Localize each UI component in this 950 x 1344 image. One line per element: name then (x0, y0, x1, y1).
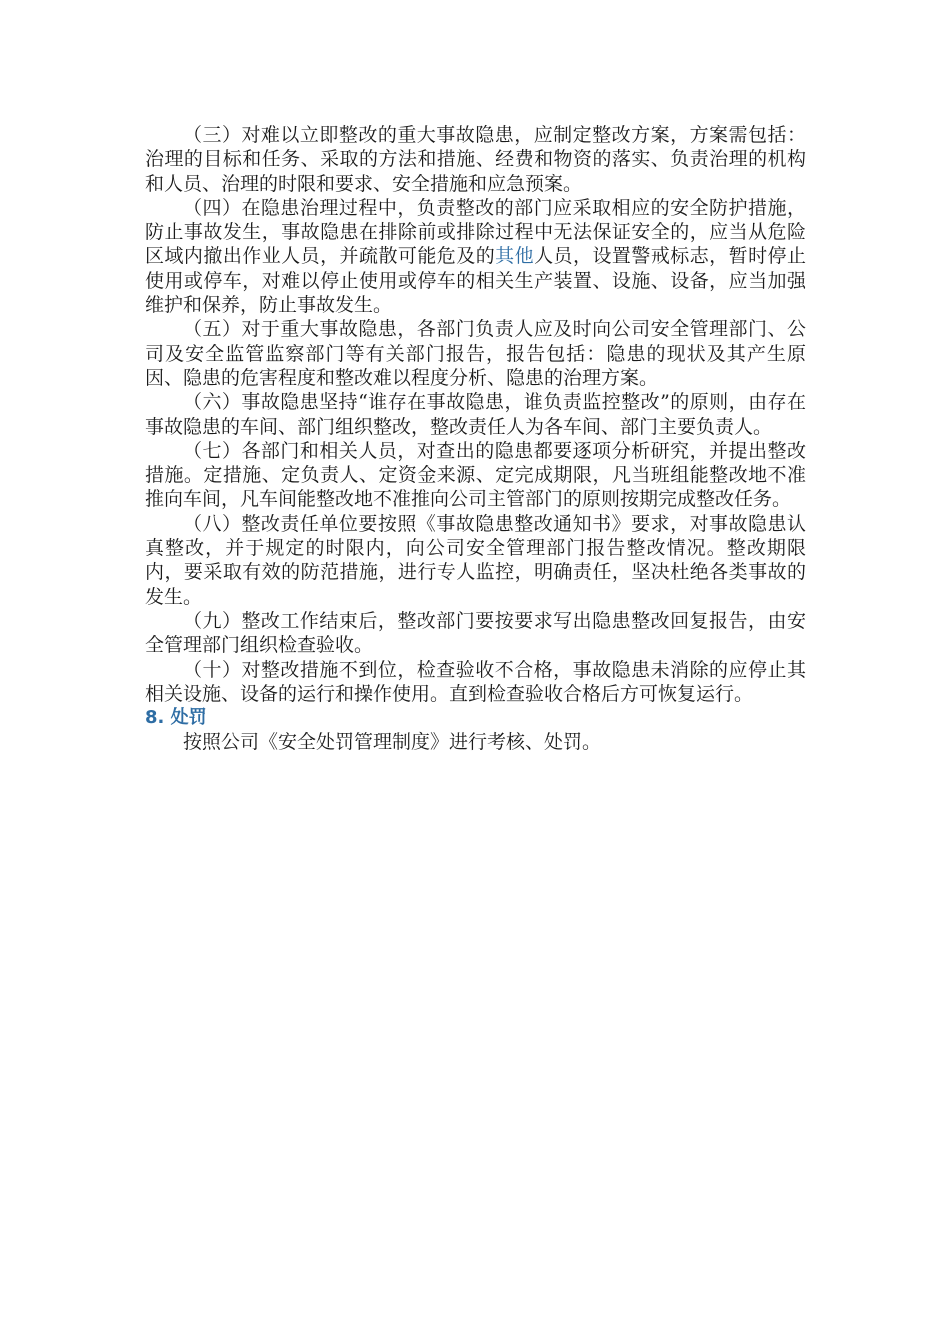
paragraph-7: （七）各部门和相关人员，对查出的隐患都要逐项分析研究，并提出整改措施。定措施、定负责人、定资金来源、定完成期限，凡当班组能整改地不准推向车间，凡车间能整改地不准推向公司主管部门的原则按期完成整改任务。 (145, 439, 806, 511)
section-8-heading: 8. 处罚 (145, 707, 207, 729)
paragraph-4-text-start: （四）在隐患治理过程中，负责整改的部门应采取相应的安全防护措施，防止事故发生，事故隐患在排除前或排除过程中无法保证安全的，应当从危险区域内撤出作业人员，并疏散可能危及的 (145, 196, 806, 268)
paragraph-5: （五）对于重大事故隐患，各部门负责人应及时向公司安全管理部门、公司及安全监管监察部门等有关部门报告，报告包括：隐患的现状及其产生原因、隐患的危害程度和整改难以程度分析、隐患的治理方案。 (145, 318, 806, 389)
paragraph-9: （九）整改工作结束后，整改部门要按要求写出隐患整改回复报告，由安全管理部门组织检查验收。 (145, 609, 806, 657)
paragraph-8: （八）整改责任单位要按照《事故隐患整改通知书》要求，对事故隐患认真整改，并于规定的时限内，向公司安全管理部门报告整改情况。整改期限内，要采取有效的防范措施，进行专人监控，明确责任，坚决杜绝各类事故的发生。 (145, 512, 806, 608)
section-8-body: 按照公司《安全处罚管理制度》进行考核、处罚。 (183, 731, 602, 754)
hyperlink-other[interactable]: 其他 (495, 245, 535, 268)
paragraph-4-text-end: 人员，设置警戒标志，暂时停止使用或停车，对难以停止使用或停车的相关生产装置、设施、设备，应当加强维护和保养，防止事故发生。 (145, 245, 806, 317)
paragraph-10: （十）对整改措施不到位，检查验收不合格，事故隐患未消除的应停止其相关设施、设备的运行和操作使用。直到检查验收合格后方可恢复运行。 (145, 658, 806, 705)
document-page (145, 123, 806, 755)
paragraph-4 (145, 196, 806, 317)
paragraph-3: （三）对难以立即整改的重大事故隐患，应制定整改方案，方案需包括：治理的目标和任务、采取的方法和措施、经费和物资的落实、负责治理的机构和人员、治理的时限和要求、安全措施和应急预案。 (145, 124, 806, 195)
paragraph-6: （六）事故隐患坚持“谁存在事故隐患，谁负责监控整改”的原则，由存在事故隐患的车间、部门组织整改，整改责任人为各车间、部门主要负责人。 (145, 391, 806, 438)
